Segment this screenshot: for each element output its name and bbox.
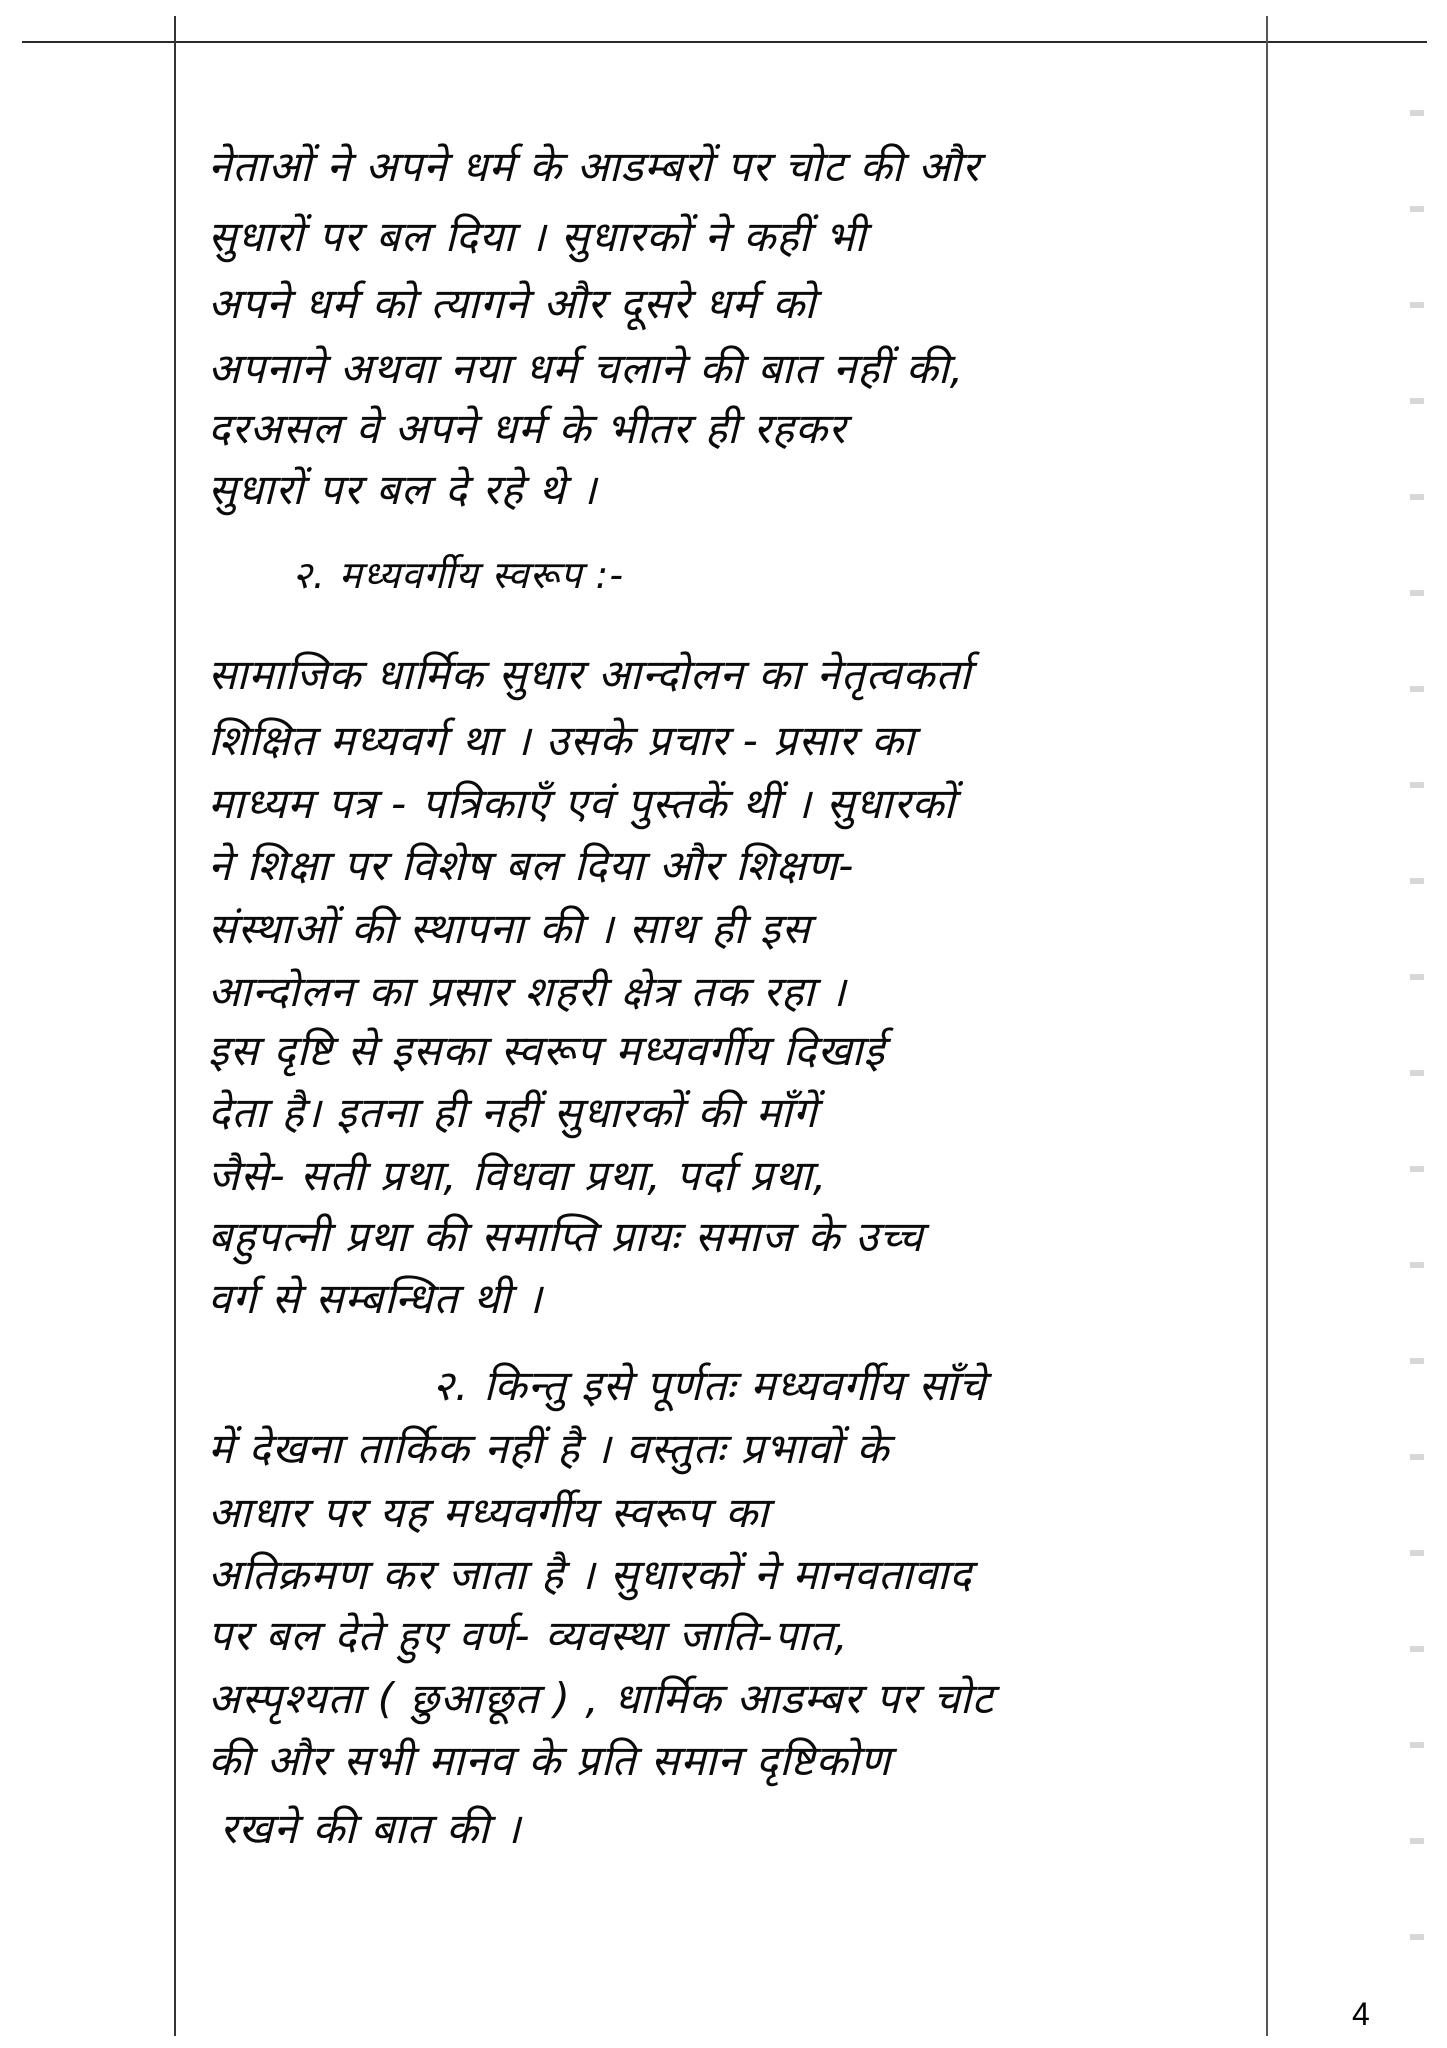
text-line: संस्थाओं की स्थापना की । साथ ही इस — [208, 904, 811, 953]
text-line: अतिक्रमण कर जाता है । सुधारकों ने मानवतावाद — [208, 1550, 973, 1599]
text-line: जैसे- सती प्रथा, विधवा प्रथा, पर्दा प्रथा, — [208, 1151, 828, 1200]
text-line: बहुपत्नी प्रथा की समाप्ति प्रायः समाज के उच्च — [208, 1212, 924, 1261]
text-line: रखने की बात की । — [220, 1804, 522, 1853]
text-line: अपनाने अथवा नया धर्म चलाने की बात नहीं की, — [208, 344, 965, 393]
text-line: आन्दोलन का प्रसार शहरी क्षेत्र तक रहा । — [208, 967, 847, 1016]
text-line: शिक्षित मध्यवर्ग था । उसके प्रचार - प्रसार का — [208, 716, 915, 765]
left-margin-line — [174, 16, 176, 2036]
text-line: सुधारों पर बल दिया । सुधारकों ने कहीं भी — [208, 212, 867, 261]
text-line: वर्ग से सम्बन्धित थी । — [208, 1274, 543, 1323]
binding-edge-marks — [1410, 20, 1424, 2000]
text-line: सुधारों पर बल दे रहे थे । — [208, 465, 598, 514]
section-heading: २. मध्यवर्गीय स्वरूप :- — [292, 553, 625, 597]
text-line: ने शिक्षा पर विशेष बल दिया और शिक्षण- — [208, 841, 855, 890]
page-number: 4 — [1352, 1996, 1370, 2032]
text-line: नेताओं ने अपने धर्म के आडम्बरों पर चोट की और — [208, 142, 981, 191]
text-line: सामाजिक धार्मिक सुधार आन्दोलन का नेतृत्वकर्ता — [208, 650, 972, 699]
text-line: अस्पृश्यता ( छुआछूत ) , धार्मिक आडम्बर पर चोट — [208, 1674, 994, 1723]
text-line: इस दृष्टि से इसका स्वरूप मध्यवर्गीय दिखाई — [208, 1026, 886, 1075]
text-line: दरअसल वे अपने धर्म के भीतर ही रहकर — [208, 404, 847, 453]
text-line: आधार पर यह मध्यवर्गीय स्वरूप का — [208, 1488, 770, 1537]
text-line: माध्यम पत्र - पत्रिकाएँ एवं पुस्तकें थीं । सुधारकों — [208, 779, 956, 828]
text-line: की और सभी मानव के प्रति समान दृष्टिकोण — [208, 1736, 892, 1785]
text-line: पर बल देते हुए वर्ण- व्यवस्था जाति-पात, — [208, 1611, 849, 1660]
text-line: अपने धर्म को त्यागने और दूसरे धर्म को — [208, 279, 817, 328]
text-line: २. किन्तु इसे पूर्णतः मध्यवर्गीय साँचे — [432, 1361, 987, 1410]
text-line: में देखना तार्किक नहीं है । वस्तुतः प्रभावों के — [208, 1424, 890, 1473]
top-rule-line — [22, 41, 1427, 43]
right-margin-line — [1266, 16, 1268, 2036]
text-line: देता है। इतना ही नहीं सुधारकों की माँगें — [208, 1088, 818, 1137]
